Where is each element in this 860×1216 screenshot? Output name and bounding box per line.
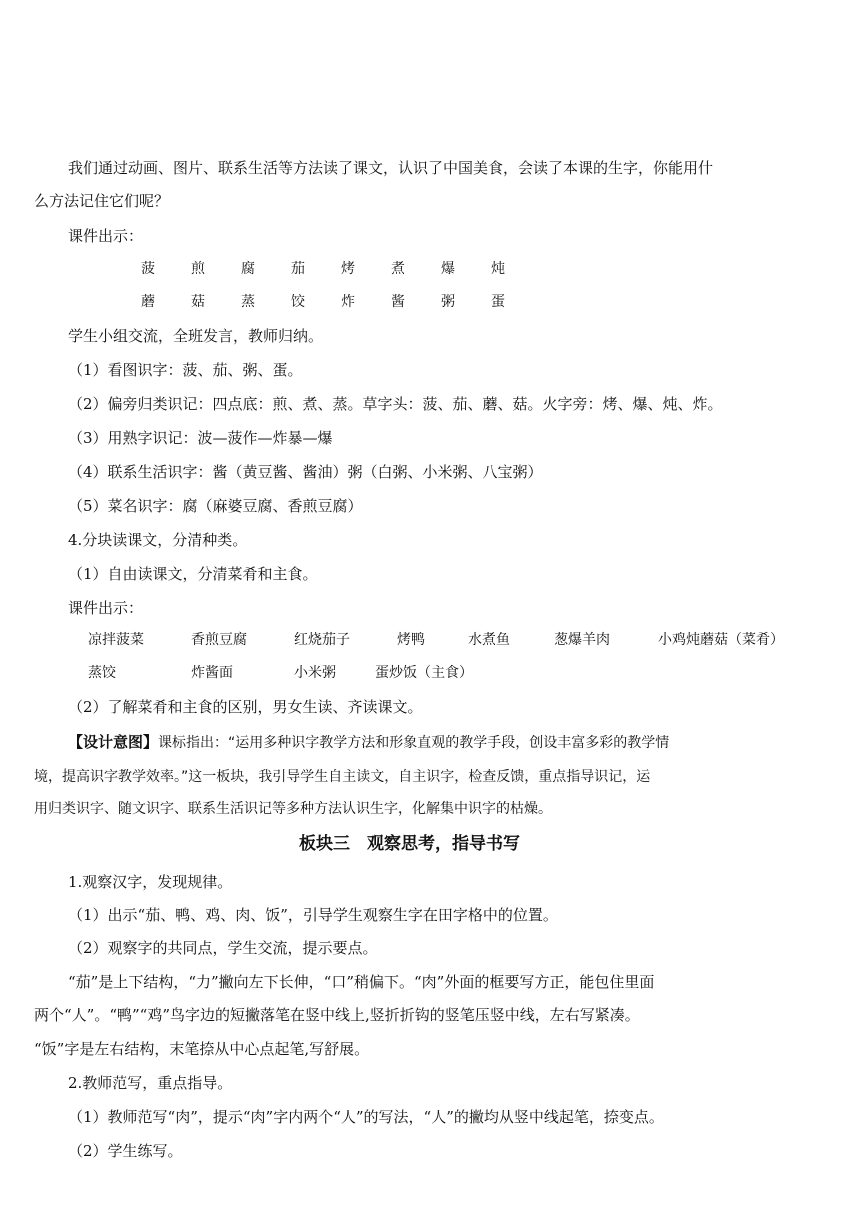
char: 炸 <box>341 294 355 310</box>
courseware-label-1: 课件出示： <box>68 227 144 245</box>
char: 粥 <box>441 294 455 310</box>
char: 蘑 <box>141 294 155 310</box>
dish: 炸酱面 <box>191 665 233 681</box>
courseware-label-2: 课件出示： <box>68 599 144 617</box>
item-2: （2）偏旁归类识记：四点底：煎、煮、蒸。草字头：菠、茄、蘑、菇。火字旁：烤、爆、炖、炸。 <box>68 395 723 413</box>
s2-1: （1）教师范写“肉”，提示“肉”字内两个“人”的写法，“人”的撇均从竖中线起笔，捺变点。 <box>68 1108 664 1126</box>
char: 菠 <box>141 261 155 277</box>
dish: 小鸡炖蘑菇（菜肴） <box>658 632 784 648</box>
s1-para-line-3: “饭”字是左右结构，末笔捺从中心点起笔,写舒展。 <box>34 1040 370 1058</box>
step-4-2: （2）了解菜肴和主食的区别，男女生读、齐读课文。 <box>68 698 423 716</box>
section-title: 板块三 观察思考，指导书写 <box>299 834 520 854</box>
char-row-2 <box>141 292 541 312</box>
char: 煮 <box>391 261 405 277</box>
dish: 凉拌菠菜 <box>88 632 144 648</box>
item-3: （3）用熟字识记：波—菠作—炸暴—爆 <box>68 429 333 447</box>
s1: 1.观察汉字，发现规律。 <box>68 873 233 891</box>
dish: 红烧茄子 <box>294 632 350 648</box>
item-5: （5）菜名识字：腐（麻婆豆腐、香煎豆腐） <box>68 497 363 515</box>
dish: 蛋炒饭（主食） <box>375 665 473 681</box>
s1-para-line-2: 两个“人”。“鸭”“鸡”鸟字边的短撇落笔在竖中线上,竖折折钩的竖笔压竖中线，左右写紧凑。 <box>34 1006 640 1024</box>
s1-2: （2）观察字的共同点，学生交流，提示要点。 <box>68 939 378 957</box>
s1-1: （1）出示“茄、鸭、鸡、肉、饭”，引导学生观察生字在田字格中的位置。 <box>68 906 558 924</box>
design-intent-line-2: 境，提高识字教学效率。”这一板块，我引导学生自主读文，自主识字，检查反馈，重点指导识记，运 <box>34 769 651 785</box>
group-exchange: 学生小组交流，全班发言，教师归纳。 <box>68 327 324 345</box>
step-4: 4.分块读课文，分清种类。 <box>68 531 248 549</box>
dish: 蒸饺 <box>88 665 116 681</box>
char: 腐 <box>241 261 255 277</box>
char: 茄 <box>291 261 305 277</box>
item-1: （1）看图识字：菠、茄、粥、蛋。 <box>68 361 303 379</box>
char: 煎 <box>191 261 205 277</box>
design-intent-line-1 <box>68 732 669 753</box>
char: 酱 <box>391 294 405 310</box>
dish: 葱爆羊肉 <box>554 632 610 648</box>
char: 烤 <box>341 261 355 277</box>
char: 蛋 <box>491 294 505 310</box>
step-4-1: （1）自由读课文，分清菜肴和主食。 <box>68 565 318 583</box>
s2-2: （2）学生练写。 <box>68 1142 183 1160</box>
char: 炖 <box>491 261 505 277</box>
s2: 2.教师范写，重点指导。 <box>68 1074 233 1092</box>
dish: 小米粥 <box>294 665 336 681</box>
char: 爆 <box>441 261 455 277</box>
design-intent-text: 课标指出：“运用多种识字教学方法和形象直观的教学手段，创设丰富多彩的教学情 <box>158 735 670 751</box>
dish-row-2 <box>88 663 473 683</box>
design-intent-label: 【设计意图】 <box>68 733 159 751</box>
dish: 水煮鱼 <box>468 632 510 648</box>
dish: 烤鸭 <box>397 632 425 648</box>
intro-line-2: 么方法记住它们呢？ <box>34 192 170 210</box>
char-row-1 <box>141 259 541 279</box>
dish-row-1 <box>88 630 784 650</box>
intro-line-1: 我们通过动画、图片、联系生活等方法读了课文，认识了中国美食，会读了本课的生字，你能用什 <box>68 159 714 177</box>
s1-para-line-1: “茄”是上下结构，“力”撇向左下长伸，“口”稍偏下。“肉”外面的框要写方正，能包住里面 <box>68 973 655 991</box>
char: 菇 <box>191 294 205 310</box>
design-intent-line-3: 用归类识字、随文识字、联系生活识记等多种方法认识生字，化解集中识字的枯燥。 <box>34 801 552 817</box>
char: 饺 <box>291 294 305 310</box>
item-4: （4）联系生活识字：酱（黄豆酱、酱油）粥（白粥、小米粥、八宝粥） <box>68 463 543 481</box>
char: 蒸 <box>241 294 255 310</box>
dish: 香煎豆腐 <box>191 632 247 648</box>
